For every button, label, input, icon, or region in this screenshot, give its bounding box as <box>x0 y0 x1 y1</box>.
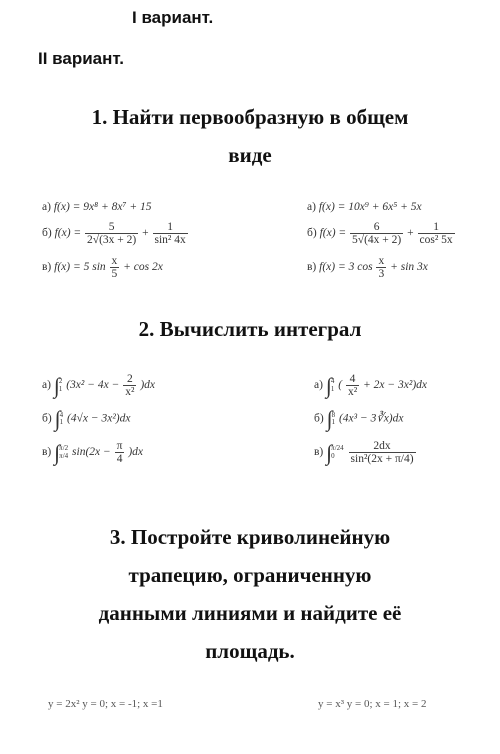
item-label: а) <box>42 201 51 213</box>
formula-prefix: f(x) = 3 cos <box>319 261 373 274</box>
fraction: $\frac{\pi}{4}$ <box>116 440 123 466</box>
item-label: а) <box>314 379 323 392</box>
integral-sign: ∫ <box>54 406 61 431</box>
fraction: $\frac{5}{2√(3x + 2)}$ <box>87 221 137 247</box>
formula-prefix: f(x) = 5 sin <box>54 261 106 274</box>
integrand: ( <box>338 379 343 392</box>
item-label: в) <box>307 261 317 274</box>
formula: f(x) = 9x⁸ + 8x⁷ + 15 <box>53 201 152 213</box>
integral-sign: ∫ <box>53 372 60 398</box>
integral-limits: 2 1 <box>58 377 63 393</box>
integrand: sin(2x − <box>72 446 111 459</box>
item-label: б) <box>42 412 52 425</box>
fraction: $\frac{4}{\text{x²}}$ <box>347 373 358 399</box>
integral-limits: π/2 π/4 <box>59 444 69 460</box>
task1-title-line1: 1. Найти первообразную в общем <box>91 105 409 129</box>
task3-title-line2: трапецию, ограниченную <box>128 563 372 587</box>
task3-title-line4: площадь. <box>205 639 295 663</box>
integrand: (4x³ − 3∛x)dx <box>338 412 404 425</box>
task2-v1-b <box>42 408 130 430</box>
fraction: $\frac{1}{\text{cos² 5x}}$ <box>419 221 453 247</box>
formula: f(x) = 10x⁹ + 6x⁵ + 5x <box>318 201 422 213</box>
integrand: (3x² − 4x − <box>66 379 120 392</box>
task3-title-line1: 3. Постройте криволинейную <box>109 525 391 549</box>
task2-title: 2. Вычислить интеграл <box>138 317 362 341</box>
task2-v2-b <box>314 408 403 430</box>
task1-v1-b: б) f(x) = $\frac{5}{2√(3x + 2)}$ + $\frac{1}{\text{sin² 4x}}$ <box>42 221 186 247</box>
fraction: $\frac{x}{3}$ <box>378 255 385 281</box>
fraction: $\frac{x}{5}$ <box>111 255 118 281</box>
integrand-tail: )dx <box>140 379 155 392</box>
task2-v2-c <box>314 440 417 465</box>
task3-v1-curves: y = 2x² y = 0; x = -1; x =1 <box>48 698 163 710</box>
task1-title-line2: виде <box>228 143 272 167</box>
task1-v2-a <box>307 201 422 213</box>
fraction: $\frac{1}{\text{sin² 4x}}$ <box>154 221 186 247</box>
item-label: а) <box>42 379 51 392</box>
integral-sign: ∫ <box>325 372 332 398</box>
integrand-tail: )dx <box>128 446 144 459</box>
item-label: в) <box>314 446 324 459</box>
fraction: $\frac{2dx}{\text{sin²(2x + π/4)}}$ <box>350 440 414 466</box>
task1-v1-a <box>42 201 152 213</box>
formula-suffix: + sin 3x <box>390 261 428 274</box>
item-label: б) <box>307 227 317 240</box>
fraction: $\frac{6}{5√(4x + 2)}$ <box>352 221 402 247</box>
item-label: б) <box>314 412 324 425</box>
formula-prefix: f(x) = <box>319 227 347 240</box>
integral-sign: ∫ <box>326 439 333 465</box>
task2-v1-a <box>42 373 155 398</box>
fraction: $\frac{2}{\text{x²}}$ <box>125 373 135 399</box>
formula-prefix: f(x) = <box>54 227 82 240</box>
integral-sign: ∫ <box>326 406 333 431</box>
task2-v1-c <box>42 440 143 465</box>
integral-sign: ∫ <box>54 439 61 465</box>
integral-limits: 4 1 <box>330 377 335 393</box>
task3-v2-curves: y = x³ y = 0; x = 1; x = 2 <box>318 698 427 710</box>
integral-limits: π/24 0 <box>331 444 344 460</box>
variant-one-label: I вариант. <box>132 8 214 27</box>
task1-v1-c <box>42 255 163 280</box>
formula-suffix: + cos 2x <box>123 261 163 274</box>
item-label: в) <box>42 261 52 274</box>
item-label: а) <box>307 201 316 213</box>
item-label: в) <box>42 446 52 459</box>
task2-v2-a <box>314 373 427 398</box>
task1-v2-c <box>307 255 428 280</box>
task1-v2-b: б) f(x) = $\frac{6}{5√(4x + 2)}$ + $\frac{1}{\text{cos² 5x}}$ <box>307 221 453 247</box>
task3-title-line3: данными линиями и найдите её <box>98 601 402 625</box>
integral-limits: 4 1 <box>59 410 64 426</box>
variant-two-label: II вариант. <box>38 49 124 68</box>
integral-limits: 8 1 <box>331 410 336 426</box>
item-label: б) <box>42 227 52 240</box>
integrand-tail: + 2x − 3x²)dx <box>363 379 428 392</box>
integrand: (4√x − 3x²)dx <box>66 412 131 425</box>
